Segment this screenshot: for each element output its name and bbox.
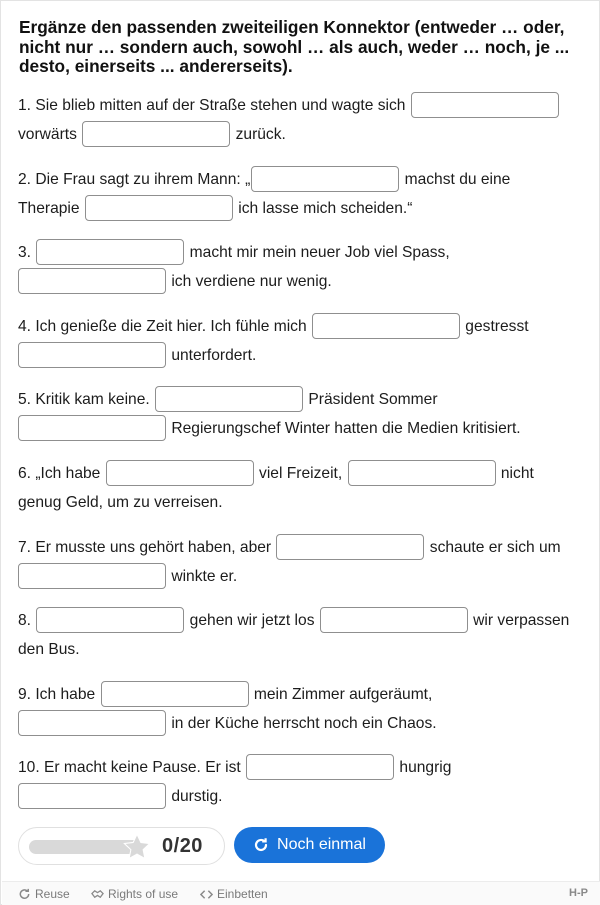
gap-input[interactable] <box>101 681 249 707</box>
question-10 <box>18 753 588 811</box>
question-text: Regierungschef Winter hatten die Medien kritisiert. <box>167 420 521 437</box>
question-5 <box>18 385 588 443</box>
score-box <box>18 827 225 865</box>
score-separator: / <box>173 835 180 857</box>
star-icon <box>120 831 154 863</box>
gap-input[interactable] <box>411 92 559 118</box>
question-text: unterfordert. <box>167 347 257 364</box>
gap-input[interactable] <box>18 415 166 441</box>
question-text: hungrig <box>395 759 452 776</box>
gap-input[interactable] <box>18 710 166 736</box>
question-text: 7. Er musste uns gehört haben, aber <box>18 539 276 556</box>
gap-input[interactable] <box>320 607 468 633</box>
question-text: machst du eine <box>400 171 511 188</box>
reuse-button[interactable] <box>18 887 70 901</box>
score-text <box>162 835 203 858</box>
question-text: wir verpassen <box>468 612 570 629</box>
gap-input[interactable] <box>155 386 303 412</box>
question-text: gestresst <box>460 318 529 335</box>
gap-input[interactable] <box>251 166 399 192</box>
gap-input[interactable] <box>18 268 166 294</box>
question-text: 9. Ich habe <box>18 686 100 703</box>
gap-input[interactable] <box>246 754 394 780</box>
question-text: 10. Er macht keine Pause. Er ist <box>18 759 246 776</box>
question-text: 8. <box>18 612 36 629</box>
question-1 <box>18 91 588 149</box>
question-text: winkte er. <box>167 568 238 585</box>
question-text: ich lasse mich scheiden.“ <box>233 200 413 217</box>
retry-label: Noch einmal <box>277 836 366 853</box>
question-text: 2. Die Frau sagt zu ihrem Mann: „ <box>18 171 251 188</box>
question-text: genug Geld, um zu verreisen. <box>18 494 223 511</box>
gap-input[interactable] <box>85 195 233 221</box>
gap-input[interactable] <box>276 534 424 560</box>
gap-input[interactable] <box>18 342 166 368</box>
question-text: vorwärts <box>18 126 82 143</box>
question-text: schaute er sich um <box>425 539 561 556</box>
gap-input[interactable] <box>18 563 166 589</box>
retry-icon <box>253 837 269 853</box>
question-text: nicht <box>496 465 534 482</box>
rights-of-use-button[interactable] <box>91 887 178 901</box>
question-3 <box>18 238 588 296</box>
question-4 <box>18 312 588 370</box>
question-text: 4. Ich genieße die Zeit hier. Ich fühle mich <box>18 318 311 335</box>
question-text: 5. Kritik kam keine. <box>18 391 155 408</box>
retry-button[interactable] <box>234 827 385 863</box>
question-text: ich verdiene nur wenig. <box>167 273 332 290</box>
embed-button[interactable] <box>200 887 268 901</box>
question-6 <box>18 459 588 517</box>
question-text: in der Küche herrscht noch ein Chaos. <box>167 715 437 732</box>
question-7 <box>18 533 588 591</box>
gap-input[interactable] <box>18 783 166 809</box>
score-value: 0 <box>162 835 174 857</box>
gap-input[interactable] <box>312 313 460 339</box>
question-text: macht mir mein neuer Job viel Spass, <box>185 244 450 261</box>
rights-label: Rights of use <box>108 887 179 901</box>
code-icon <box>200 888 213 901</box>
embed-label: Einbetten <box>217 887 268 901</box>
gap-input[interactable] <box>106 460 254 486</box>
question-text: Therapie <box>18 200 84 217</box>
question-9 <box>18 680 588 738</box>
gap-input[interactable] <box>82 121 230 147</box>
question-text: gehen wir jetzt los <box>185 612 319 629</box>
handshake-icon <box>91 888 104 901</box>
question-text: 1. Sie blieb mitten auf der Straße stehen und wagte sich <box>18 97 410 114</box>
h5p-logo[interactable]: H-P <box>569 887 588 899</box>
gap-input[interactable] <box>36 239 184 265</box>
gap-input[interactable] <box>348 460 496 486</box>
question-text: mein Zimmer aufgeräumt, <box>249 686 433 703</box>
question-text: 6. „Ich habe <box>18 465 105 482</box>
question-text: viel Freizeit, <box>254 465 347 482</box>
footer-controls <box>18 827 588 865</box>
question-8 <box>18 606 588 664</box>
gap-input[interactable] <box>36 607 184 633</box>
question-text: Präsident Sommer <box>304 391 438 408</box>
task-instructions: Ergänze den passenden zweiteiligen Konnektor (entweder … oder, nicht nur … sondern auch, sowohl … als auch, weder … noch, je ... desto, einerseits ... andererseits). <box>19 17 570 76</box>
bottom-action-bar <box>2 881 600 905</box>
score-max: 20 <box>179 835 203 857</box>
question-2 <box>18 165 588 223</box>
question-text: durstig. <box>167 788 223 805</box>
question-text: den Bus. <box>18 641 80 658</box>
reuse-label: Reuse <box>35 887 70 901</box>
reuse-icon <box>18 888 31 901</box>
question-text: 3. <box>18 244 36 261</box>
question-text: zurück. <box>231 126 286 143</box>
